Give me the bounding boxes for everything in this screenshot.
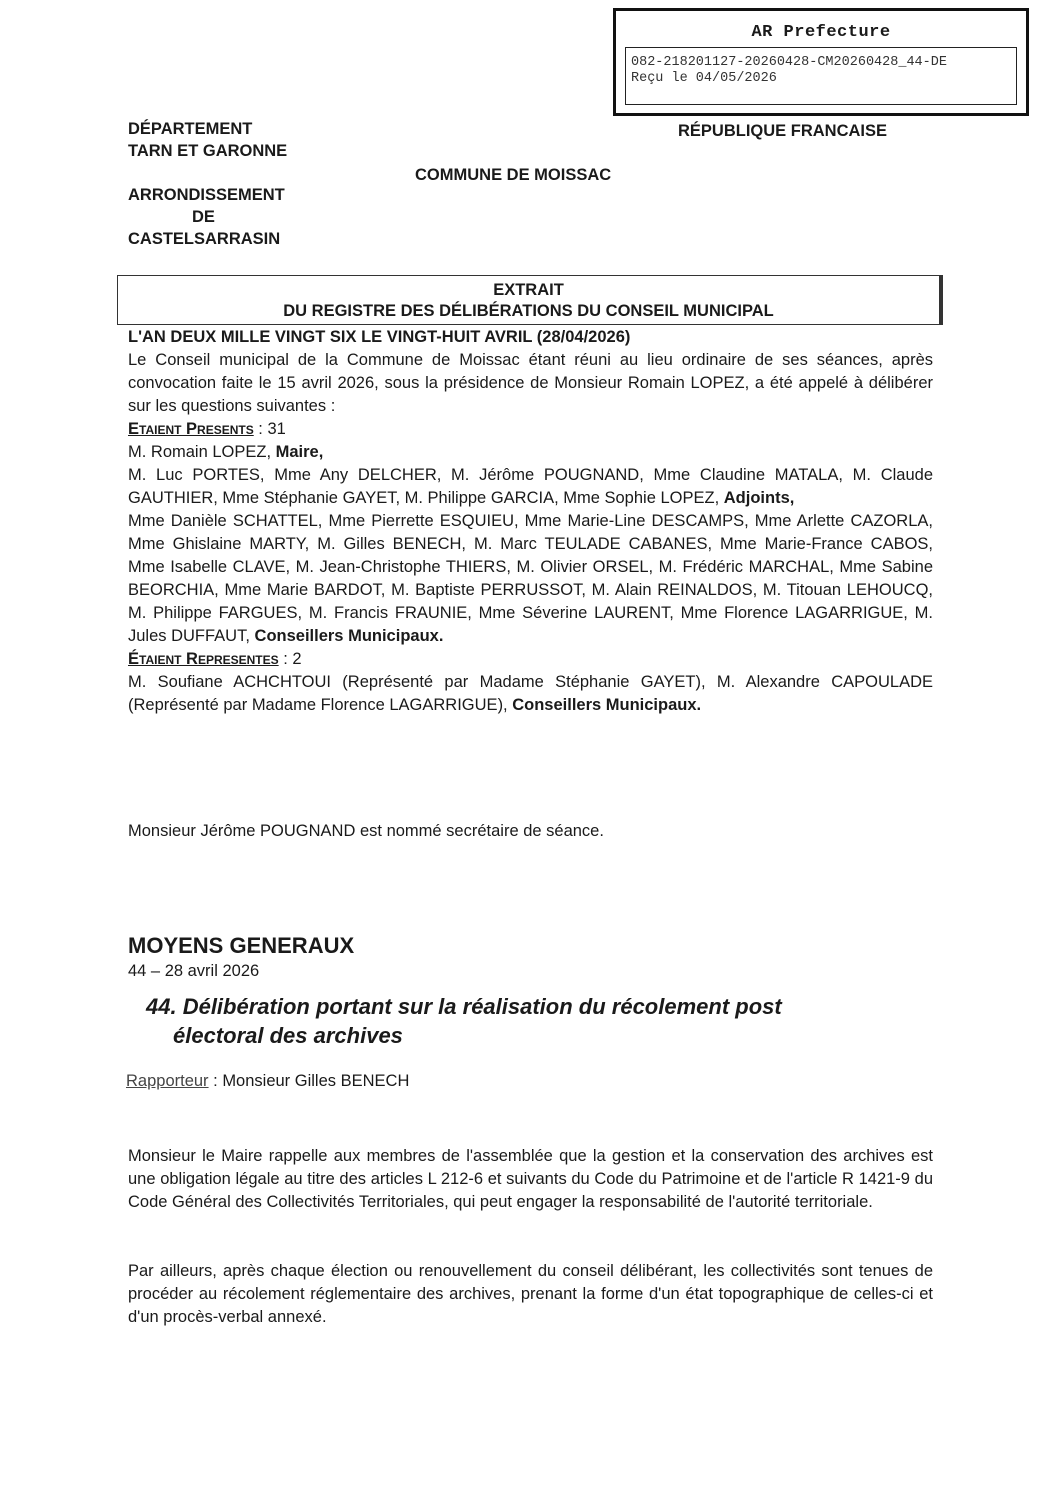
prefecture-stamp [613,8,1029,116]
adjoints-role: Adjoints, [723,489,795,507]
stamp-inner-box [625,47,1017,105]
maire-name: M. Romain LOPEZ, [128,443,276,461]
session-date-line: L'AN DEUX MILLE VINGT SIX LE VINGT-HUIT AVRIL (28/04/2026) [128,328,631,346]
presents-line [128,418,933,441]
adjoints-names: M. Luc PORTES, Mme Any DELCHER, M. Jérôme POUGNAND, Mme Claudine MATALA, M. Claude GAUTHIER, Mme Stéphanie GAYET, M. Philippe GARCIA, Mme Sophie LOPEZ, [128,466,933,507]
session-intro: Le Conseil municipal de la Commune de Moissac étant réuni au lieu ordinaire de ses séances, après convocation faite le 15 avril 2026, sous la présidence de Monsieur Romain LOPEZ, a été appelé à délibérer sur les questions suivantes : [128,351,933,415]
extract-title: EXTRAIT [493,281,564,299]
secretaire-line: Monsieur Jérôme POUGNAND est nommé secrétaire de séance. [128,822,604,840]
conseillers-paragraph [128,510,933,648]
section-subtitle: 44 – 28 avril 2026 [128,962,260,980]
deliberation-title-line1: 44. Délibération portant sur la réalisation du récolement post [146,994,782,1019]
stamp-title: AR Prefecture [751,23,891,42]
arrondissement-name: CASTELSARRASIN [128,230,281,248]
presents-label: Etaient Presents [128,420,254,438]
session-block [128,326,933,717]
stamp-received-date: Reçu le 04/05/2026 [631,71,777,86]
rapporteur-line [126,1072,409,1091]
representes-role: Conseillers Municipaux. [512,696,702,714]
conseillers-names: Mme Danièle SCHATTEL, Mme Pierrette ESQUIEU, Mme Marie-Line DESCAMPS, Mme Arlette CAZORLA, Mme Ghislaine MARTY, M. Gilles BENECH, M. Marc TEULADE CABANES, Mme Marie-France CABOS, Mme Isabelle CLAVE, M. Jean-Christophe THIERS, M. Olivier ORSEL, M. Frédéric MARCHAL, Mme Sabine BEORCHIA, Mme Marie BARDOT, M. Baptiste PERRUSSOT, M. Alain REINALDOS, M. Titouan LEHOUCQ, M. Philippe FARGUES, M. Francis FRAUNIE, Mme Séverine LAURENT, Mme Florence LAGARRIGUE, M. Jules DUFFAUT, [128,512,933,645]
representes-line [128,648,933,671]
representes-names: M. Soufiane ACHCHTOUI (Représenté par Madame Stéphanie GAYET), M. Alexandre CAPOULADE (Représenté par Madame Florence LAGARRIGUE), [128,673,933,714]
republique-label: RÉPUBLIQUE FRANCAISE [678,122,888,140]
commune-label: COMMUNE DE MOISSAC [415,166,612,184]
representes-paragraph [128,671,933,717]
header-left-block [128,118,287,250]
departement-label: DÉPARTEMENT [128,120,253,138]
extract-subtitle: DU REGISTRE DES DÉLIBÉRATIONS DU CONSEIL MUNICIPAL [283,302,774,320]
rapporteur-value: : Monsieur Gilles BENECH [208,1072,410,1090]
rapporteur-label: Rapporteur [126,1072,209,1090]
departement-name: TARN ET GARONNE [128,142,288,160]
section-title: MOYENS GENERAUX [128,933,355,958]
conseillers-role: Conseillers Municipaux. [254,627,444,645]
representes-count: : 2 [278,650,302,668]
deliberation-title-line2: électoral des archives [173,1023,403,1048]
arrondissement-de: DE [192,208,215,226]
presents-count: : 31 [253,420,286,438]
adjoints-paragraph [128,464,933,510]
arrondissement-label: ARRONDISSEMENT [128,186,285,204]
maire-role: Maire, [275,443,324,461]
paragraph-archives-obligation: Monsieur le Maire rappelle aux membres de l'assemblée que la gestion et la conservation des archives est une obligation légale au titre des articles L 212-6 et suivants du Code du Patrimoine et de l'article R 1421-9 du Code Général des Collectivités Territoriales, qui peut engager la responsabilité de l'autorité territoriale. [128,1147,933,1211]
representes-label: Étaient Representes [128,650,279,668]
stamp-reference: 082-218201127-20260428-CM20260428_44-DE [631,55,947,70]
deliberation-title [146,992,935,1050]
extract-title-box [117,275,943,325]
maire-line [128,441,933,464]
paragraph-recolement: Par ailleurs, après chaque élection ou renouvellement du conseil délibérant, les collectivités sont tenues de procéder au récolement réglementaire des archives, prenant la forme d'un état topographique de celles-ci et d'un procès-verbal annexé. [128,1262,933,1326]
